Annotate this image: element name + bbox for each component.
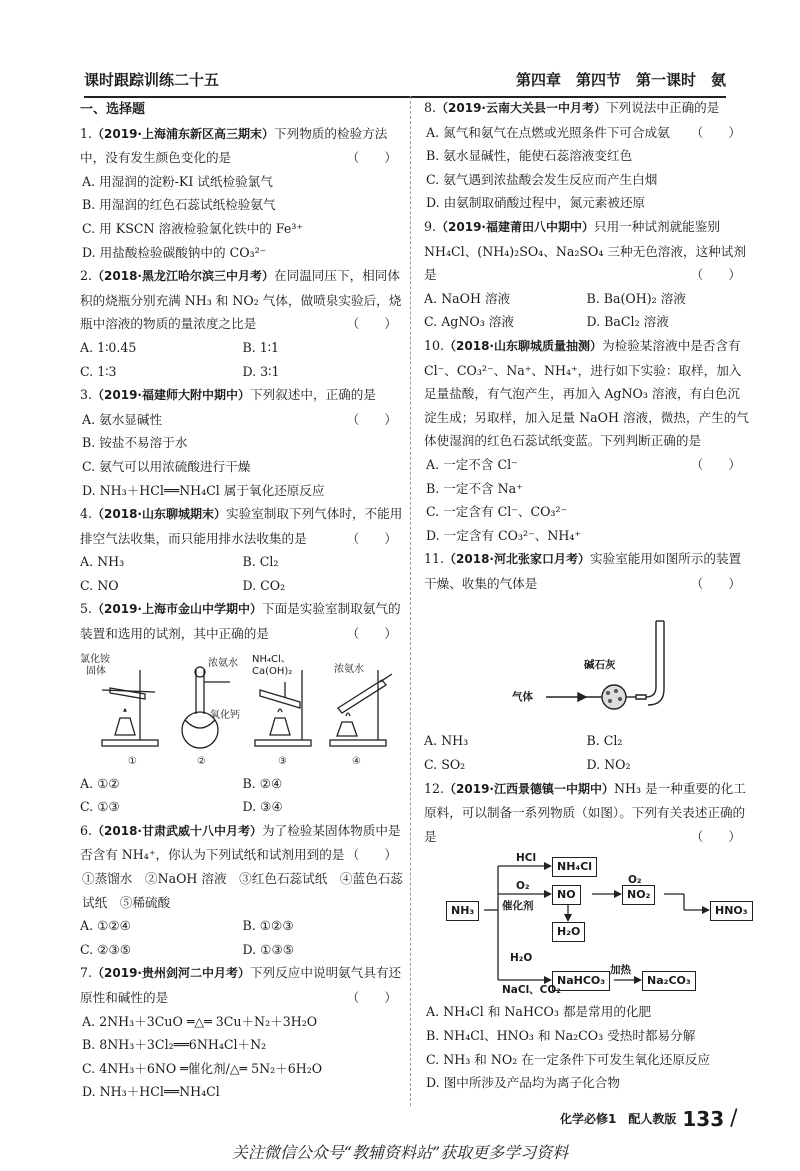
option-c: C. SO₂: [424, 757, 466, 773]
question-source: （2019·江西景德镇一中期中）: [444, 781, 614, 796]
option-d: D. ③④: [242, 799, 283, 815]
answer-blank: （ ）: [346, 316, 397, 332]
question-number: 4.: [80, 506, 93, 522]
question-source: （2019·上海市金山中学期中）: [92, 602, 262, 617]
option-b: B. Cl₂: [586, 733, 623, 749]
fig-label-caoh2: Ca(OH)₂: [252, 665, 293, 677]
question-number: 2.: [80, 268, 93, 284]
question-stem: 实验室制取下列气体时，不能用排空气法收集，而只能用排水法收集的是: [80, 506, 403, 546]
question-source: （2018·黑龙江哈尔滨三中月考）: [92, 269, 274, 284]
option-d: D. ①③⑤: [242, 941, 295, 957]
question-number: 7.: [80, 965, 93, 981]
option-d: D. 一定含有 CO₃²⁻、NH₄⁺: [426, 527, 582, 543]
label-hcl: HCl: [516, 852, 537, 865]
answer-blank: （ ）: [346, 847, 397, 863]
question-stem: 为了检验某固体物质中是否含有 NH₄⁺，你认为下列试纸和试剂用到的是: [80, 822, 401, 863]
node-nahco3: NaHCO₃: [552, 971, 610, 991]
option-b: B. 用湿润的红色石蕊试纸检验氨气: [82, 197, 276, 213]
question-10: [424, 334, 749, 547]
footer-slash: /: [730, 1106, 738, 1131]
fig-number-4: ④: [352, 755, 361, 767]
option-d: D. 用盐酸检验碳酸钠中的 CO₃²⁻: [82, 244, 267, 260]
option-c: C. ①③: [80, 799, 120, 815]
question-source: （2018·山东聊城质量抽测）: [444, 338, 602, 353]
fig-number-3: ③: [278, 755, 287, 767]
question-1: [80, 122, 405, 265]
answer-blank: （ ）: [346, 990, 397, 1005]
option-c: C. 用 KSCN 溶液检验氯化铁中的 Fe³⁺: [82, 220, 304, 236]
question-3: [80, 383, 405, 502]
option-a: A. ①②: [80, 775, 120, 791]
option-b: B. Cl₂: [242, 554, 279, 570]
question-number: 6.: [80, 822, 93, 838]
question-source: （2019·上海浦东新区高三期末）: [92, 126, 274, 141]
node-no2: NO₂: [622, 885, 655, 905]
option-a: A. NaOH 溶液: [424, 290, 511, 306]
header-title: 课时跟踪训练二十五: [84, 71, 220, 89]
option-b: B. ①②③: [242, 918, 294, 934]
option-d: D. BaCl₂ 溶液: [586, 314, 669, 330]
option-a: A. NH₄Cl 和 NaHCO₃ 都是常用的化肥: [426, 1004, 652, 1020]
question-7: [80, 961, 405, 1104]
label-o2-2: O₂: [628, 874, 642, 887]
page-footer: [560, 1106, 738, 1131]
option-a: A. 氨水显碱性: [82, 411, 163, 427]
option-a: A. 氮气和氨气在点燃或光照条件下可合成氨: [426, 124, 670, 140]
flow-diagram: [424, 852, 749, 1000]
bottom-note: 关注微信公众号“教辅资料站”获取更多学习资料: [231, 1143, 569, 1162]
question-stem: 下列物质的检验方法中，没有发生颜色变化的是: [80, 125, 388, 166]
question-stem: 在同温同压下，相同体积的烧瓶分别充满 NH₃ 和 NO₂ 气体，做喷泉实验后，烧瓶中溶液的物质的量浓度之比是: [80, 268, 402, 332]
option-a: A. 用湿润的淀粉-KI 试纸检验氯气: [82, 173, 273, 189]
option-a: A. 1∶0.45: [80, 339, 137, 355]
fig-label-ammonia-4: 浓氨水: [334, 663, 364, 675]
option-b: B. 氨水显碱性，能使石蕊溶液变红色: [426, 148, 633, 164]
option-c: C. AgNO₃ 溶液: [424, 314, 514, 330]
question-stem: 下列说法中正确的是: [606, 100, 720, 115]
answer-blank: （ ）: [690, 124, 741, 140]
node-na2co3: Na₂CO₃: [642, 971, 696, 991]
question-source: （2019·福建师大附中期中）: [92, 388, 250, 403]
question-4: [80, 502, 405, 597]
option-c: C. ②③⑤: [80, 941, 132, 957]
question-stem: 实验室能用如图所示的装置干燥、收集的气体是: [424, 551, 742, 591]
label-heat: 加热: [610, 964, 631, 977]
option-a: A. ①②④: [80, 918, 131, 934]
answer-blank: （ ）: [690, 575, 741, 591]
answer-blank: （ ）: [346, 626, 397, 642]
question-8: [424, 96, 749, 215]
answer-blank: （ ）: [346, 411, 397, 427]
option-a: A. NH₃: [424, 733, 469, 749]
header-chapter: 第四章 第四节 第一课时 氨: [515, 71, 726, 89]
node-no: NO: [552, 885, 581, 905]
question-source: （2019·福建莆田八中期中）: [436, 219, 594, 234]
question-9: [424, 215, 749, 334]
right-column: [424, 96, 749, 1095]
fig-label-nh4cl: 氯化铵: [80, 653, 110, 665]
question-number: 8.: [424, 100, 437, 115]
apparatus-figure: [80, 650, 405, 770]
question-source: （2019·贵州剑河二中月考）: [92, 966, 250, 981]
answer-blank: （ ）: [690, 456, 741, 472]
question-6: [80, 819, 405, 962]
page-header: [84, 62, 726, 98]
question-source: （2018·河北张家口月考）: [444, 552, 590, 567]
label-nacl-co2: NaCl、CO₂: [502, 984, 561, 997]
option-b: B. NH₄Cl、HNO₃ 和 Na₂CO₃ 受热时都易分解: [426, 1028, 696, 1044]
answer-blank: （ ）: [690, 828, 741, 844]
node-h2o: H₂O: [552, 922, 585, 942]
option-a: A. 2NH₃＋3CuO ═△═ 3Cu＋N₂＋3H₂O: [82, 1013, 318, 1029]
option-a: A. NH₃: [80, 554, 125, 570]
question-number: 5.: [80, 601, 93, 617]
question-number: 1.: [80, 125, 93, 141]
option-c: C. NO: [80, 577, 119, 593]
question-stem: NH₃ 是一种重要的化工原料，可以制备一系列物质（如图）。下列有关表述正确的是: [424, 780, 746, 844]
question-11: [424, 547, 749, 776]
question-number: 9.: [424, 218, 437, 234]
drying-apparatus-figure: [424, 597, 749, 727]
option-b: B. ②④: [242, 775, 283, 791]
question-source: （2019·云南大关县一中月考）: [436, 101, 606, 115]
label-soda-lime: 碱石灰: [584, 659, 616, 672]
option-d: D. 图中所涉及产品均为离子化合物: [426, 1075, 620, 1091]
column-divider: [410, 96, 411, 1106]
question-12: [424, 777, 749, 1095]
option-c: C. 一定含有 Cl⁻、CO₃²⁻: [426, 504, 568, 520]
question-number: 11.: [424, 551, 445, 567]
section-title: 一、选择题: [80, 102, 146, 117]
reagent-list: ①蒸馏水 ②NaOH 溶液 ③红色石蕊试纸 ④蓝色石蕊试纸 ⑤稀硫酸: [82, 871, 403, 910]
option-b: B. 1∶1: [242, 339, 280, 355]
option-c: C. 4NH₃＋6NO ═催化剂/△═ 5N₂＋6H₂O: [82, 1060, 323, 1076]
question-source: （2018·山东聊城期末）: [92, 507, 226, 522]
question-source: （2018·甘肃武威十八中月考）: [92, 823, 262, 838]
label-o2-1: O₂: [516, 880, 530, 893]
question-stem: 只用一种试剂就能鉴别 NH₄Cl、(NH₄)₂SO₄、Na₂SO₄ 三种无色溶液，这种试剂是: [424, 218, 746, 283]
question-number: 3.: [80, 387, 93, 403]
option-d: D. 3∶1: [242, 363, 280, 379]
question-number: 12.: [424, 780, 445, 796]
fig-label-solid: 固体: [86, 665, 106, 677]
option-d: D. NH₃＋HCl══NH₄Cl: [82, 1084, 220, 1100]
question-stem: 下列叙述中，正确的是: [250, 387, 376, 403]
option-c: C. 氨气可以用浓硫酸进行干燥: [82, 458, 251, 474]
option-b: B. 8NH₃＋3Cl₂══6NH₄Cl＋N₂: [82, 1037, 267, 1053]
option-b: B. 一定不含 Na⁺: [426, 480, 523, 496]
question-5: [80, 597, 405, 818]
option-d: D. NO₂: [586, 757, 631, 773]
fig-label-nh4cl-3: NH₄Cl、: [252, 653, 291, 665]
option-c: C. 1∶3: [80, 363, 117, 379]
left-column: [80, 96, 405, 1104]
fig-label-cao: 氧化钙: [210, 709, 240, 721]
page-number: 133: [682, 1106, 725, 1131]
node-nh4cl: NH₄Cl: [552, 857, 597, 877]
question-number: 10.: [424, 337, 445, 353]
question-stem: 下列反应中说明氨气具有还原性和碱性的是: [80, 965, 402, 1005]
question-2: [80, 264, 405, 383]
label-h2o: H₂O: [510, 952, 533, 965]
answer-blank: （ ）: [346, 530, 397, 546]
question-stem: 为检验某溶液中是否含有 Cl⁻、CO₃²⁻、Na⁺、NH₄⁺，进行如下实验：取样，加入足量盐酸，有气泡产生，再加入 AgNO₃ 溶液，有白色沉淀生成；另取样，加入足量 NaOH 溶液，微热，产生的气体使湿润的红色石蕊试纸变蓝。下列判断正确的是: [424, 337, 749, 449]
node-hno3: HNO₃: [710, 901, 753, 921]
option-d: D. NH₃＋HCl══NH₄Cl 属于氧化还原反应: [82, 482, 325, 498]
book-title: 化学必修1 配人教版: [560, 1112, 677, 1126]
fig-number-2: ②: [197, 755, 206, 767]
label-catalyst: 催化剂: [502, 900, 534, 913]
fig-number-1: ①: [128, 755, 137, 767]
question-stem: 下面是实验室制取氨气的装置和选用的试剂，其中正确的是: [80, 601, 401, 642]
answer-blank: （ ）: [346, 150, 397, 166]
label-gas: 气体: [512, 691, 533, 704]
fig-label-ammonia-2: 浓氨水: [208, 657, 238, 669]
option-a: A. 一定不含 Cl⁻: [426, 456, 518, 472]
option-c: C. NH₃ 和 NO₂ 在一定条件下可发生氧化还原反应: [426, 1051, 711, 1067]
node-nh3: NH₃: [446, 901, 479, 921]
option-b: B. Ba(OH)₂ 溶液: [586, 290, 686, 306]
option-b: B. 铵盐不易溶于水: [82, 435, 188, 451]
option-d: D. 由氨制取硝酸过程中，氮元素被还原: [426, 195, 646, 211]
option-d: D. CO₂: [242, 577, 286, 593]
answer-blank: （ ）: [690, 267, 741, 283]
option-c: C. 氨气遇到浓盐酸会发生反应而产生白烟: [426, 171, 658, 187]
